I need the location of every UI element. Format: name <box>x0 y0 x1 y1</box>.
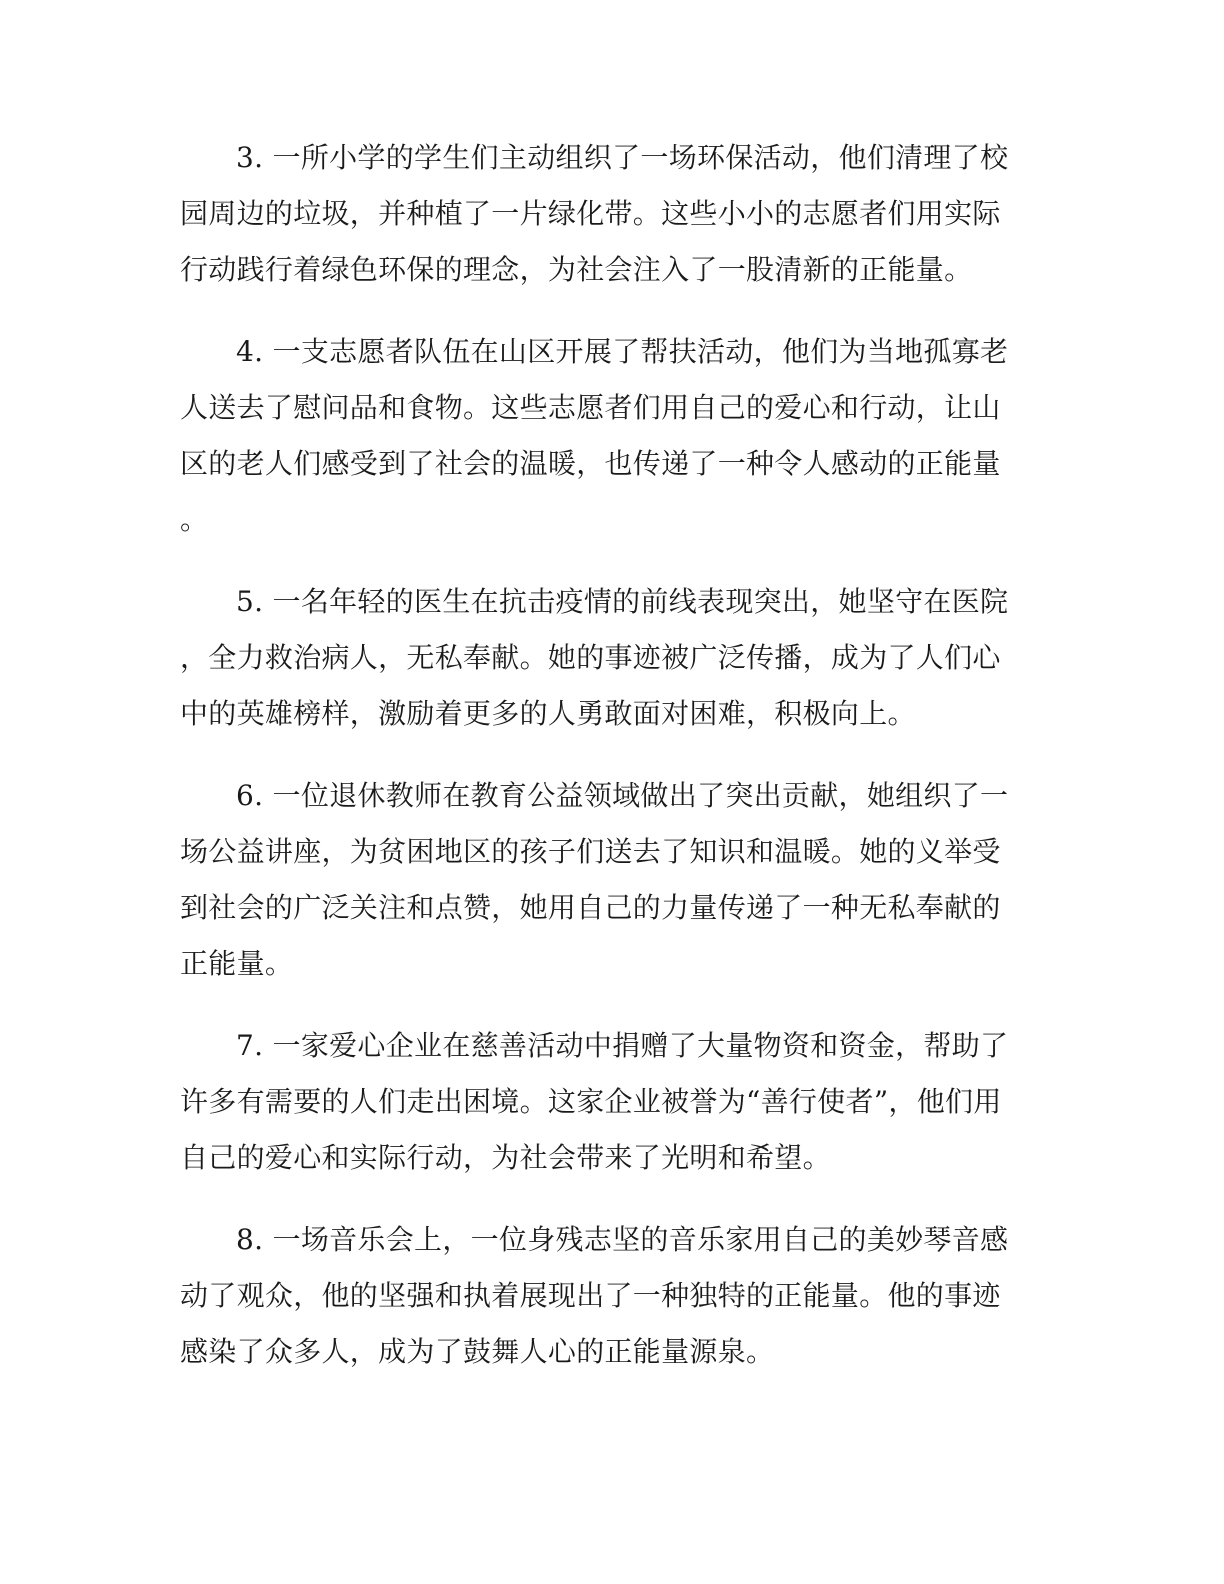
paragraph-item-7: 7. 一家爱心企业在慈善活动中捐赠了大量物资和资金，帮助了许多有需要的人们走出困境。这家企业被誉为“善行使者”，他们用自己的爱心和实际行动，为社会带来了光明和希望。 <box>180 1029 1009 1174</box>
document-body <box>180 130 1025 1406</box>
paragraph-item-6: 6. 一位退休教师在教育公益领域做出了突出贡献，她组织了一场公益讲座，为贫困地区的孩子们送去了知识和温暖。她的义举受到社会的广泛关注和点赞，她用自己的力量传递了一种无私奉献的正能量。 <box>180 779 1009 980</box>
paragraph-item-3: 3. 一所小学的学生们主动组织了一场环保活动，他们清理了校园周边的垃圾，并种植了一片绿化带。这些小小的志愿者们用实际行动践行着绿色环保的理念，为社会注入了一股清新的正能量。 <box>180 141 1009 286</box>
paragraph-item-4: 4. 一支志愿者队伍在山区开展了帮扶活动，他们为当地孤寡老人送去了慰问品和食物。这些志愿者们用自己的爱心和行动，让山区的老人们感受到了社会的温暖，也传递了一种令人感动的正能量。 <box>180 335 1009 536</box>
paragraph-item-8: 8. 一场音乐会上，一位身残志坚的音乐家用自己的美妙琴音感动了观众，他的坚强和执着展现出了一种独特的正能量。他的事迹感染了众多人，成为了鼓舞人心的正能量源泉。 <box>180 1223 1009 1368</box>
paragraph-item-5: 5. 一名年轻的医生在抗击疫情的前线表现突出，她坚守在医院，全力救治病人，无私奉献。她的事迹被广泛传播，成为了人们心中的英雄榜样，激励着更多的人勇敢面对困难，积极向上。 <box>180 585 1009 730</box>
